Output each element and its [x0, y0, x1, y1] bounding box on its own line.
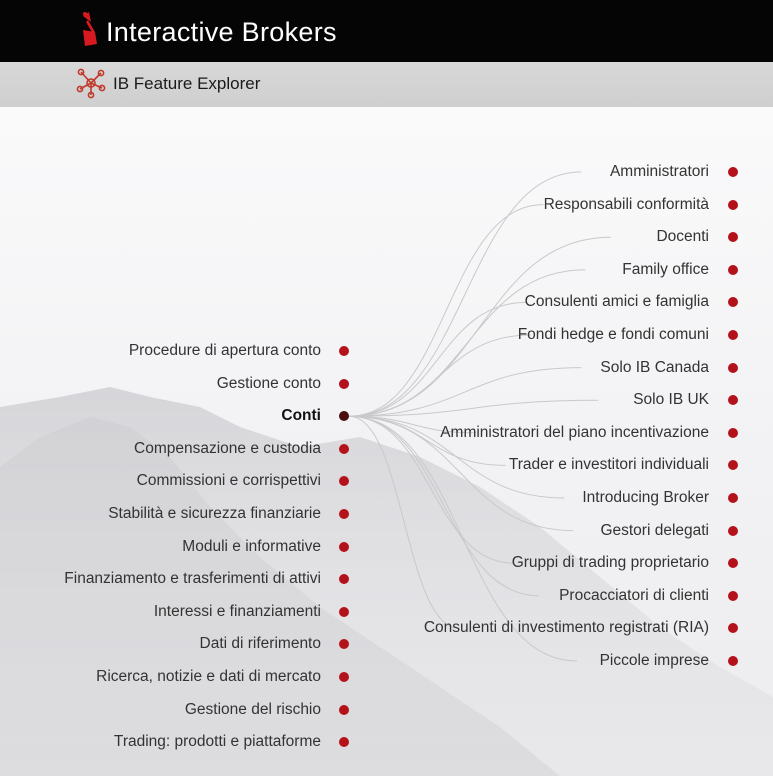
- right-node-procacciatori-di-clienti[interactable]: Procacciatori di clienti: [559, 586, 709, 604]
- right-node-consulenti-di-investimento-registrati-ria[interactable]: Consulenti di investimento registrati (RIA): [423, 619, 709, 637]
- left-node-gestione-del-rischio[interactable]: Gestione del rischio: [184, 700, 321, 718]
- right-node-solo-ib-canada[interactable]: Solo IB Canada: [600, 358, 709, 376]
- ib-logo-icon[interactable]: [80, 10, 100, 50]
- left-node-compensazione-e-custodia[interactable]: Compensazione e custodia: [134, 439, 321, 457]
- left-node-moduli-e-informative[interactable]: Moduli e informative: [182, 537, 321, 555]
- right-node-amministratori[interactable]: Amministratori: [609, 163, 709, 180]
- tree-link: [349, 302, 527, 416]
- brand-name[interactable]: Interactive Brokers: [106, 17, 337, 47]
- right-node-dot[interactable]: [728, 428, 738, 438]
- tree-link: [349, 335, 531, 416]
- left-node-dot[interactable]: [339, 672, 349, 682]
- right-node-dot[interactable]: [728, 526, 738, 536]
- left-node-gestione-conto[interactable]: Gestione conto: [216, 374, 321, 392]
- right-node-family-office[interactable]: Family office: [622, 260, 709, 278]
- right-node-solo-ib-uk[interactable]: Solo IB UK: [633, 391, 709, 409]
- tree-canvas: [0, 107, 773, 776]
- right-node-dot[interactable]: [728, 265, 738, 275]
- right-node-fondi-hedge-e-fondi-comuni[interactable]: Fondi hedge e fondi comuni: [517, 326, 709, 343]
- right-node-dot[interactable]: [728, 493, 738, 503]
- left-node-dot[interactable]: [339, 607, 349, 617]
- left-node-conti[interactable]: Conti: [281, 407, 321, 425]
- tree-link: [349, 205, 543, 417]
- right-node-dot[interactable]: [728, 200, 738, 210]
- left-node-ricerca-notizie-e-dati-di-mercato[interactable]: Ricerca, notizie e dati di mercato: [96, 668, 321, 685]
- left-node-dot[interactable]: [339, 346, 349, 356]
- right-node-piccole-imprese[interactable]: Piccole imprese: [599, 652, 709, 669]
- right-node-dot[interactable]: [728, 656, 738, 666]
- tree-link: [349, 416, 459, 628]
- left-node-dot[interactable]: [339, 509, 349, 519]
- explorer-title: IB Feature Explorer: [113, 74, 261, 93]
- left-node-stabilita-e-sicurezza-finanziarie[interactable]: Stabilità e sicurezza finanziarie: [108, 505, 321, 522]
- right-node-introducing-broker[interactable]: Introducing Broker: [582, 489, 709, 506]
- left-node-procedure-di-apertura-conto[interactable]: Procedure di apertura conto: [128, 342, 321, 359]
- left-node-trading-prodotti-e-piattaforme[interactable]: Trading: prodotti e piattaforme: [113, 733, 321, 751]
- left-node-dot[interactable]: [339, 542, 349, 552]
- right-node-dot[interactable]: [728, 330, 738, 340]
- right-node-responsabili-conformita[interactable]: Responsabili conformità: [543, 195, 709, 213]
- left-node-dot[interactable]: [339, 705, 349, 715]
- network-nodes-icon: [75, 67, 107, 99]
- right-node-gestori-delegati[interactable]: Gestori delegati: [600, 521, 709, 539]
- right-node-docenti[interactable]: Docenti: [656, 228, 709, 246]
- left-node-dati-di-riferimento[interactable]: Dati di riferimento: [199, 635, 321, 653]
- left-node-dot[interactable]: [339, 379, 349, 389]
- right-node-dot[interactable]: [728, 363, 738, 373]
- right-node-gruppi-di-trading-proprietario[interactable]: Gruppi di trading proprietario: [511, 554, 709, 572]
- left-node-dot[interactable]: [339, 444, 349, 454]
- right-node-amministratori-del-piano-incentivazione[interactable]: Amministratori del piano incentivazione: [440, 423, 709, 441]
- left-node-commissioni-e-corrispettivi[interactable]: Commissioni e corrispettivi: [136, 472, 321, 490]
- tree-link: [349, 416, 539, 596]
- left-node-finanziamento-e-trasferimenti-di-attivi[interactable]: Finanziamento e trasferimenti di attivi: [64, 570, 321, 588]
- right-node-dot[interactable]: [728, 591, 738, 601]
- right-node-dot[interactable]: [728, 167, 738, 177]
- right-node-trader-e-investitori-individuali[interactable]: Trader e investitori individuali: [508, 456, 709, 474]
- left-node-interessi-e-finanziamenti[interactable]: Interessi e finanziamenti: [153, 602, 321, 620]
- right-node-consulenti-amici-e-famiglia[interactable]: Consulenti amici e famiglia: [524, 293, 709, 311]
